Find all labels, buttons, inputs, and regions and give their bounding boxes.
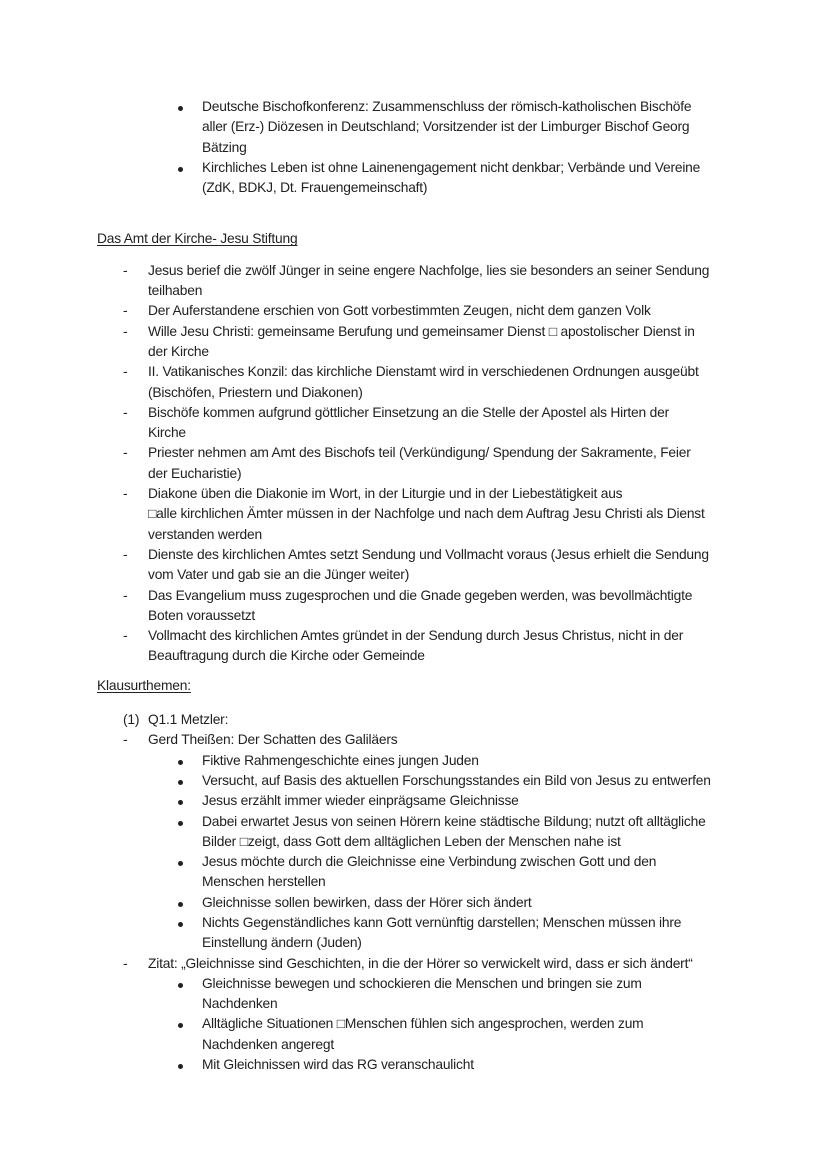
list-item	[97, 158, 777, 199]
dash-marker: -	[123, 732, 128, 748]
bullet-icon	[178, 751, 202, 771]
list-item-text	[202, 852, 656, 893]
bullet-icon	[178, 852, 202, 872]
list-item-text	[148, 322, 695, 363]
list-item	[97, 586, 777, 627]
dash-marker: -	[123, 628, 128, 644]
text-line: Einstellung ändern (Juden)	[202, 935, 362, 951]
text-line: Mit Gleichnissen wird das RG veranschaulicht	[202, 1057, 474, 1073]
text-line: Nachdenken angeregt	[202, 1036, 334, 1052]
text-line: Gleichnisse bewegen und schockieren die Menschen und bringen sie zum	[202, 975, 642, 991]
dash-marker: -	[123, 323, 128, 339]
text-line: der Kirche	[148, 343, 209, 359]
list-item-text	[202, 812, 706, 853]
text-line: Alltägliche Situationen □Menschen fühlen sich angesprochen, werden zum	[202, 1016, 644, 1032]
list-item	[97, 261, 777, 302]
list-item	[97, 322, 777, 363]
text-line: Priester nehmen am Amt des Bischofs teil (Verkündigung/ Spendung der Sakramente, Feier	[148, 445, 691, 461]
list-item	[97, 974, 777, 1015]
text-line: Jesus berief die zwölf Jünger in seine engere Nachfolge, lies sie besonders an seiner Sendung	[148, 262, 710, 278]
dash-marker: -	[123, 262, 128, 278]
bullet-icon	[178, 913, 202, 933]
dash-marker: -	[123, 955, 128, 971]
text-line: (ZdK, BDKJ, Dt. Frauengemeinschaft)	[202, 180, 428, 196]
list-item-text	[202, 893, 531, 913]
dash-marker: -	[123, 546, 128, 562]
list-item-text	[148, 261, 709, 302]
text-line: Jesus erzählt immer wieder einprägsame Gleichnisse	[202, 793, 519, 809]
list-item-text	[202, 1014, 643, 1055]
dash-marker: -	[123, 364, 128, 380]
text-line: Versucht, auf Basis des aktuellen Forschungsstandes ein Bild von Jesus zu entwerfen	[202, 772, 711, 788]
text-line: II. Vatikanisches Konzil: das kirchliche Dienstamt wird in verschiedenen Ordnungen ausgeübt	[148, 364, 699, 380]
text-line: □alle kirchlichen Ämter müssen in der Nachfolge und nach dem Auftrag Jesu Christi als Dienst	[148, 506, 705, 522]
text-line: vom Vater und gab sie an die Jünger weiter)	[148, 567, 410, 583]
text-line: Zitat: „Gleichnisse sind Geschichten, in die der Hörer so verwickelt wird, dass er sich ändert“	[148, 955, 693, 971]
list-item-text	[148, 301, 651, 321]
text-line: Fiktive Rahmengeschichte eines jungen Juden	[202, 752, 479, 768]
dash-marker: -	[123, 404, 128, 420]
list-item-text	[202, 791, 519, 811]
list-item	[97, 301, 777, 321]
section-heading-klausurthemen: Klausurthemen:	[97, 677, 191, 693]
list-item	[97, 852, 777, 893]
text-line: Boten voraussetzt	[148, 607, 256, 623]
list-item-text	[148, 710, 228, 730]
intro-bullet-list	[97, 97, 777, 198]
dash-marker: -	[123, 303, 128, 319]
bullet-icon	[178, 158, 202, 178]
text-line: Vollmacht des kirchlichen Amtes gründet in der Sendung durch Jesus Christus, nicht in der	[148, 628, 684, 644]
list-item-text	[148, 626, 683, 667]
text-line: Q1.1 Metzler:	[148, 712, 229, 728]
list-item-text	[202, 158, 700, 199]
list-item-text	[148, 484, 705, 545]
text-line: verstanden werden	[148, 526, 262, 542]
text-line: (Bischöfen, Priestern und Diakonen)	[148, 384, 363, 400]
amt-dash-list	[97, 261, 777, 667]
numbered-item	[97, 710, 777, 730]
dash-marker: -	[123, 445, 128, 461]
text-line: Bilder □zeigt, dass Gott dem alltäglichen Leben der Menschen nahe ist	[202, 833, 621, 849]
text-line: Bätzing	[202, 139, 247, 155]
list-item	[97, 1014, 777, 1055]
bullet-icon	[178, 1055, 202, 1075]
list-item	[97, 97, 777, 158]
bullet-icon	[178, 97, 202, 117]
text-line: Kirche	[148, 425, 186, 441]
list-item	[97, 812, 777, 853]
dash-item	[97, 730, 777, 750]
text-line: Wille Jesu Christi: gemeinsame Berufung und gemeinsamer Dienst □ apostolischer Dienst in	[148, 323, 695, 339]
list-item	[97, 443, 777, 484]
list-item	[97, 751, 777, 771]
text-line: Diakone üben die Diakonie im Wort, in der Liturgie und in der Liebestätigkeit aus	[148, 486, 623, 502]
list-item	[97, 626, 777, 667]
section-heading-amt: Das Amt der Kirche- Jesu Stiftung	[97, 231, 298, 247]
list-item-text	[202, 751, 479, 771]
list-item-text	[148, 443, 691, 484]
list-item-text	[148, 954, 693, 974]
number-marker: (1)	[123, 712, 140, 728]
text-line: Kirchliches Leben ist ohne Lainenengagement nicht denkbar; Verbände und Vereine	[202, 159, 701, 175]
list-item-text	[202, 1055, 474, 1075]
list-item-text	[148, 545, 709, 586]
dash-marker: -	[123, 587, 128, 603]
bullet-icon	[178, 893, 202, 913]
list-item-text	[148, 403, 669, 444]
bullet-icon	[178, 974, 202, 994]
list-item	[97, 913, 777, 954]
list-item	[97, 893, 777, 913]
list-item	[97, 545, 777, 586]
list-item-text	[148, 730, 397, 750]
text-line: Das Evangelium muss zugesprochen und die Gnade gegeben werden, was bevollmächtigte	[148, 587, 693, 603]
dash-item	[97, 954, 777, 974]
list-item-text	[202, 97, 691, 158]
text-line: Dienste des kirchlichen Amtes setzt Sendung und Vollmacht voraus (Jesus erhielt die Sendung	[148, 546, 709, 562]
text-line: Der Auferstandene erschien von Gott vorbestimmten Zeugen, nicht dem ganzen Volk	[148, 303, 651, 319]
list-item	[97, 791, 777, 811]
dash-marker: -	[123, 486, 128, 502]
list-item-text	[202, 913, 681, 954]
text-line: Bischöfe kommen aufgrund göttlicher Einsetzung an die Stelle der Apostel als Hirten der	[148, 404, 669, 420]
text-line: der Eucharistie)	[148, 465, 242, 481]
list-item	[97, 403, 777, 444]
text-line: Dabei erwartet Jesus von seinen Hörern keine städtische Bildung; nutzt oft alltägliche	[202, 813, 706, 829]
text-line: Deutsche Bischofkonferenz: Zusammenschluss der römisch-katholischen Bischöfe	[202, 99, 692, 114]
text-line: Gleichnisse sollen bewirken, dass der Hörer sich ändert	[202, 894, 532, 910]
bullet-icon	[178, 1014, 202, 1034]
bullet-icon	[178, 791, 202, 811]
klausur-list	[97, 710, 777, 1075]
document-content	[97, 97, 777, 1075]
list-item-text	[148, 586, 692, 627]
list-item	[97, 771, 777, 791]
list-item	[97, 484, 777, 545]
text-line: Jesus möchte durch die Gleichnisse eine Verbindung zwischen Gott und den	[202, 854, 657, 870]
text-line: aller (Erz-) Diözesen in Deutschland; Vorsitzender ist der Limburger Bischof Georg	[202, 119, 690, 135]
list-item-text	[148, 362, 699, 403]
text-line: Gerd Theißen: Der Schatten des Galiläers	[148, 732, 398, 748]
list-item	[97, 362, 777, 403]
text-line: Menschen herstellen	[202, 874, 326, 890]
text-line: Nachdenken	[202, 996, 278, 1012]
bullet-icon	[178, 771, 202, 791]
list-item	[97, 1055, 777, 1075]
list-item-text	[202, 974, 642, 1015]
text-line: teilhaben	[148, 283, 203, 299]
list-item-text	[202, 771, 711, 791]
text-line: Beauftragung durch die Kirche oder Gemeinde	[148, 648, 425, 664]
text-line: Nichts Gegenständliches kann Gott vernünftig darstellen; Menschen müssen ihre	[202, 914, 682, 930]
bullet-icon	[178, 812, 202, 832]
